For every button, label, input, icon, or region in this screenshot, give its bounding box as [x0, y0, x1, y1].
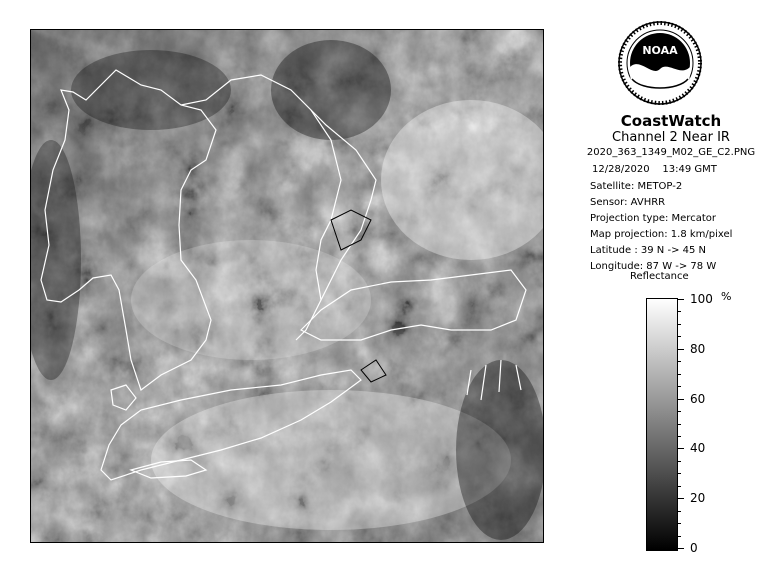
colorbar-minor-tick [677, 386, 681, 387]
metadata-row [590, 213, 716, 224]
colorbar-minor-tick [677, 486, 681, 487]
colorbar-minor-tick [677, 436, 681, 437]
channel-title: Channel 2 Near IR [612, 130, 730, 145]
metadata-label: Map projection: [590, 229, 668, 240]
noaa-seal-icon [618, 21, 702, 105]
colorbar-minor-tick [677, 536, 681, 537]
metadata-row [590, 181, 682, 192]
colorbar-major-tick [677, 349, 684, 350]
colorbar-minor-tick [677, 473, 681, 474]
logo-text: NOAA [642, 44, 678, 57]
brand-title: CoastWatch [620, 112, 722, 130]
dark-area-ne [271, 40, 391, 140]
colorbar-tick-label: 20 [690, 491, 706, 505]
metadata-row [590, 245, 706, 256]
metadata-value: 1.8 km/pixel [667, 229, 733, 240]
metadata-label: Satellite: [590, 181, 635, 192]
colorbar-tick-label: 0 [690, 541, 698, 555]
colorbar-tick-label: 40 [690, 441, 706, 455]
acquisition-datetime [592, 164, 717, 175]
colorbar-minor-tick [677, 361, 681, 362]
acquisition-date: 12/28/2020 [592, 164, 650, 175]
colorbar-minor-tick [677, 424, 681, 425]
colorbar-minor-tick [677, 374, 681, 375]
acquisition-time: 13:49 GMT [662, 164, 717, 175]
colorbar-tick-label: 60 [690, 392, 706, 406]
colorbar-unit: % [721, 290, 732, 303]
metadata-value: AVHRR [627, 197, 666, 208]
metadata-row [590, 229, 732, 240]
colorbar-minor-tick [677, 523, 681, 524]
colorbar-minor-tick [677, 324, 681, 325]
reflectance-colorbar [646, 298, 678, 551]
colorbar-minor-tick [677, 461, 681, 462]
colorbar-minor-tick [677, 336, 681, 337]
colorbar-tick-label: 80 [690, 342, 706, 356]
colorbar-major-tick [677, 548, 684, 549]
metadata-row [590, 197, 665, 208]
colorbar-major-tick [677, 498, 684, 499]
colorbar-minor-tick [677, 411, 681, 412]
colorbar-minor-tick [677, 311, 681, 312]
satellite-image [30, 29, 544, 543]
colorbar-title: Reflectance [630, 271, 689, 282]
metadata-value: 87 W -> 78 W [643, 261, 717, 272]
image-filename: 2020_363_1349_M02_GE_C2.PNG [586, 147, 756, 158]
metadata-label: Sensor: [590, 197, 628, 208]
colorbar-minor-tick [677, 511, 681, 512]
colorbar-tick-label: 100 [690, 292, 713, 306]
metadata-label: Projection type: [590, 213, 669, 224]
colorbar-major-tick [677, 299, 684, 300]
metadata-value: METOP-2 [634, 181, 683, 192]
metadata-label: Longitude: [590, 261, 644, 272]
colorbar-major-tick [677, 399, 684, 400]
metadata-value: Mercator [668, 213, 716, 224]
metadata-value: 39 N -> 45 N [637, 245, 707, 256]
colorbar-major-tick [677, 448, 684, 449]
metadata-label: Latitude : [590, 245, 638, 256]
